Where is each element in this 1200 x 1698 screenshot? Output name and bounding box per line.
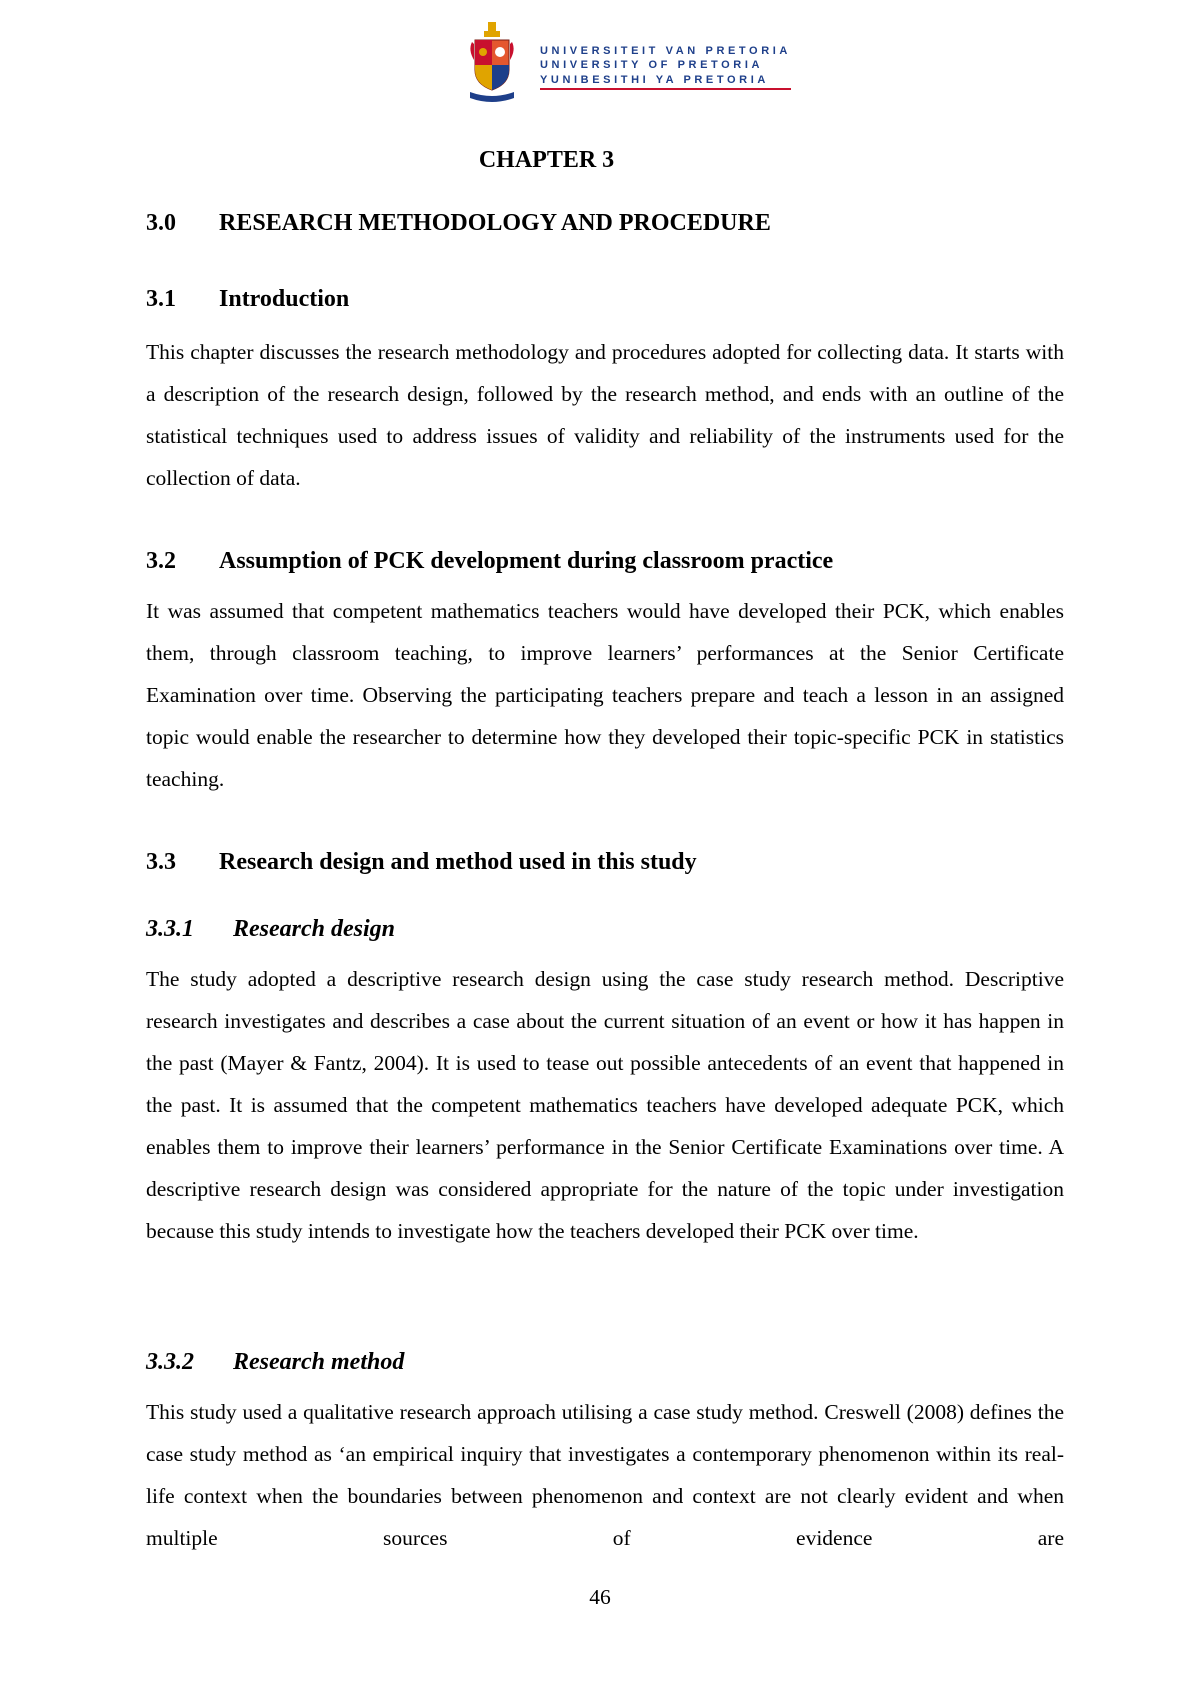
section-number: 3.3.1 bbox=[146, 916, 194, 942]
section-title: Research design and method used in this study bbox=[219, 849, 697, 875]
chapter-title: CHAPTER 3 bbox=[478, 147, 615, 173]
section-heading-3-1 bbox=[146, 286, 349, 313]
wordmark-line-sepedi: YUNIBESITHI YA PRETORIA bbox=[540, 73, 769, 86]
paragraph-research-method: This study used a qualitative research approach utilising a case study method. Creswell (2008) defines the case study method as ‘an empirical inquiry that investigates a contemporary phenomenon within its real-life context when the boundaries between phenomenon and context are not clearly evident and when multiple sources of evidence are bbox=[146, 1400, 1064, 1550]
section-number: 3.0 bbox=[146, 210, 176, 236]
university-logo bbox=[466, 18, 791, 106]
section-title: Assumption of PCK development during classroom practice bbox=[219, 548, 834, 574]
subsection-heading-3-3-1 bbox=[146, 916, 395, 943]
paragraph-research-design: The study adopted a descriptive research design using the case study research method. Descriptive research investigates and describes a case about the current situation of an event or how it has happen in the past (Mayer & Fantz, 2004). It is used to tease out possible antecedents of an event that happened in the past. It is assumed that the competent mathematics teachers have developed adequate PCK, which enables them to improve their learners’ performance in the Senior Certificate Examinations over time. A descriptive research design was considered appropriate for the nature of the topic under investigation because this study intends to investigate how the teachers developed their PCK over time. bbox=[146, 967, 1064, 1243]
section-title: Research method bbox=[233, 1349, 405, 1375]
section-number: 3.2 bbox=[146, 548, 176, 574]
paragraph-introduction: This chapter discusses the research methodology and procedures adopted for collecting data. It starts with a description of the research design, followed by the research method, and ends with an outline of the statistical techniques used to address issues of validity and reliability of the instruments used for the collection of data. bbox=[146, 340, 1064, 490]
section-heading-3-0 bbox=[146, 210, 771, 237]
page-number: 46 bbox=[589, 1585, 611, 1609]
wordmark-underline bbox=[540, 88, 791, 90]
subsection-heading-3-3-2 bbox=[146, 1349, 404, 1376]
wordmark-line-afrikaans: UNIVERSITEIT VAN PRETORIA bbox=[540, 44, 791, 57]
section-heading-3-3 bbox=[146, 849, 697, 876]
section-number: 3.1 bbox=[146, 286, 176, 312]
section-title: Research design bbox=[233, 916, 395, 942]
university-wordmark bbox=[540, 44, 791, 91]
section-number: 3.3 bbox=[146, 849, 176, 875]
section-title: Introduction bbox=[219, 286, 350, 312]
paragraph-pck-assumption: It was assumed that competent mathematics teachers would have developed their PCK, which enables them, through classroom teaching, to improve learners’ performances at the Senior Certificate Examination over time. Observing the participating teachers prepare and teach a lesson in an assigned topic would enable the researcher to determine how they developed their topic-specific PCK in statistics teaching. bbox=[146, 599, 1064, 791]
section-number: 3.3.2 bbox=[146, 1349, 194, 1375]
section-title: RESEARCH METHODOLOGY AND PROCEDURE bbox=[219, 210, 771, 236]
university-crest-icon bbox=[466, 20, 518, 104]
section-heading-3-2 bbox=[146, 548, 833, 575]
wordmark-line-english: UNIVERSITY OF PRETORIA bbox=[540, 59, 764, 72]
